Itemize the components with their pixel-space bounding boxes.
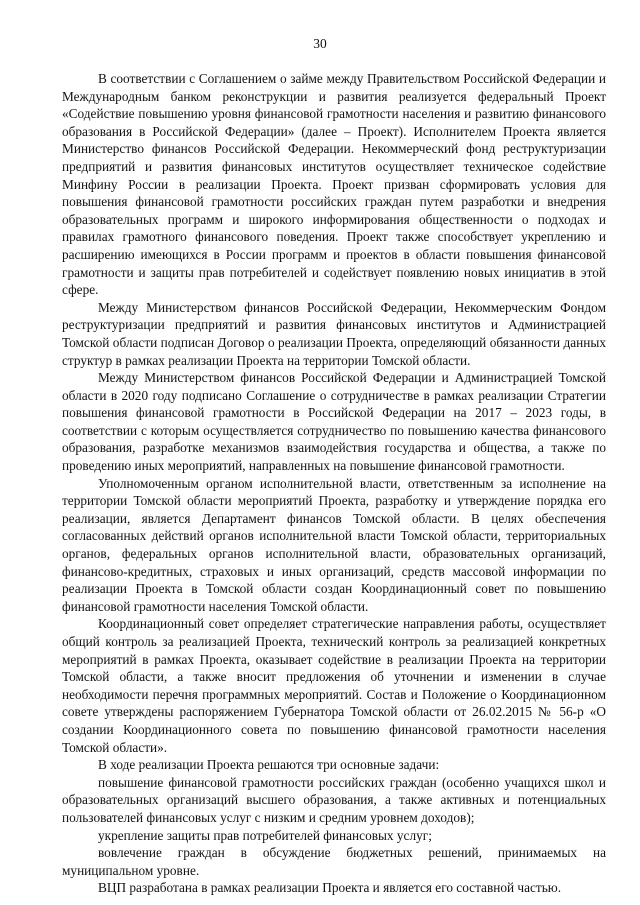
paragraph-task-2: укрепление защиты прав потребителей финансовых услуг; — [98, 827, 432, 843]
paragraph-cooperation-agreement: Между Министерством финансов Российской Федерации и Администрацией Томской области в 2020 году подписано Соглашение о сотрудничестве в рамках реализации Стратегии повышения финансовой грамотности в Российской Федерации на 2017 – 2023 годы, в соответствии с которым осуществляется сотрудничество по повышению качества финансового образования, разработке механизмов взаимодействия государства и общества, а также по проведению иных мероприятий, направленных на повышение финансовой грамотности. — [62, 370, 606, 474]
paragraph-authorized-body: Уполномоченным органом исполнительной власти, ответственным за исполнение на территории Томской области мероприятий Проекта, разработку и утверждение порядка его реализации, является Департамент финансов Томской области. В целях обеспечения согласованных действий органов исполнительной власти Томской области, территориальных органов, федеральных органов исполнительной власти, образовательных организаций, финансово-кредитных, страховых и иных организаций, средств массовой информации по реализации Проекта в Томской области создан Координационный совет по повышению финансовой грамотности населения Томской области. — [62, 475, 606, 614]
paragraph-task-1: повышение финансовой грамотности российских граждан (особенно учащихся школ и образовательных организаций высшего образования, а также активных и потенциальных пользователей финансовых услуг с низким и средним уровнем доходов); — [62, 774, 606, 825]
document-body — [62, 70, 606, 897]
paragraph-agreement-loan: В соответствии с Соглашением о займе между Правительством Российской Федерации и Международным банком реконструкции и развития реализуется федеральный Проект «Содействие повышению уровня финансовой грамотности населения и развитию финансового образования в Российской Федерации» (далее – Проект). Исполнителем Проекта является Министерство финансов Российской Федерации. Некоммерческий фонд реструктуризации предприятий и развития финансовых институтов осуществляет техническое содействие Минфину России в реализации Проекта. Проект призван сформировать условия для повышения финансовой грамотности российских граждан путем разработки и внедрения образовательных программ и широкого информирования общественности о подходах и правилах грамотного финансового поведения. Проект также способствует укреплению и расширению имеющихся в России программ и проектов в области повышения финансовой грамотности и защиты прав потребителей и содействует появлению новых инициатив в этой сфере. — [62, 71, 606, 298]
paragraph-vcp-summary: ВЦП разработана в рамках реализации Проекта и является его составной частью. — [98, 880, 562, 896]
page-number: 30 — [313, 36, 327, 51]
paragraph-task-3: вовлечение граждан в обсуждение бюджетных решений, принимаемых на муниципальном уровне. — [62, 845, 606, 878]
paragraph-project-contract: Между Министерством финансов Российской Федерации, Некоммерческим Фондом реструктуризации предприятий и развития финансовых институтов и Администрацией Томской области подписан Договор о реализации Проекта, определяющий обязанности данных структур в рамках реализации Проекта на территории Томской области. — [62, 299, 606, 368]
paragraph-tasks-intro: В ходе реализации Проекта решаются три основные задачи: — [98, 757, 440, 773]
paragraph-coordination-council: Координационный совет определяет стратегические направления работы, осуществляет общий контроль за реализацией Проекта, технический контроль за реализацией конкретных мероприятий в рамках Проекта, оказывает содействие в реализации Проекта на территории Томской области, а также вносит предложения об уточнении и изменении в случае необходимости перечня программных мероприятий. Состав и Положение о Координационном совете утверждены распоряжением Губернатора Томской области от 26.02.2015 № 56-р «О создании Координационного совета по повышению финансовой грамотности населения Томской области». — [62, 616, 606, 755]
